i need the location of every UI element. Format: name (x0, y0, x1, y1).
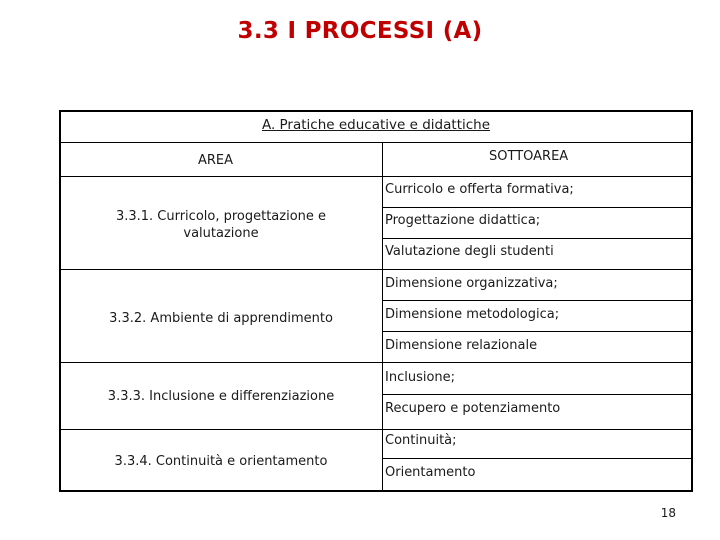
area-cell: 3.3.4. Continuità e orientamento (114, 454, 328, 469)
table-divider (61, 429, 691, 430)
table-divider (61, 362, 691, 363)
subarea-cell: Recupero e potenziamento (385, 401, 561, 416)
table-divider (61, 176, 691, 177)
subarea-cell: Dimensione relazionale (385, 338, 538, 353)
slide-title: 3.3 I PROCESSI (A) (237, 18, 483, 44)
table-divider (383, 207, 691, 208)
subarea-cell: Progettazione didattica; (385, 213, 541, 228)
subarea-cell: Valutazione degli studenti (385, 244, 554, 259)
page-number: 18 (660, 506, 676, 520)
processes-table (59, 110, 693, 492)
table-divider (61, 269, 691, 270)
area-header: AREA (198, 153, 234, 168)
column-divider (382, 142, 383, 490)
table-divider (383, 331, 691, 332)
subarea-cell: Dimensione organizzativa; (385, 276, 558, 291)
subarea-cell: Inclusione; (385, 370, 456, 385)
subarea-cell: Curricolo e offerta formativa; (385, 182, 574, 197)
table-divider (383, 238, 691, 239)
table-divider (61, 142, 691, 143)
area-cell: 3.3.2. Ambiente di apprendimento (109, 311, 333, 326)
subarea-cell: Orientamento (385, 465, 476, 480)
subarea-cell: Continuità; (385, 433, 457, 448)
subarea-cell: Dimensione metodologica; (385, 307, 560, 322)
table-divider (383, 458, 691, 459)
section-title: A. Pratiche educative e didattiche (261, 117, 491, 133)
subarea-header: SOTTOAREA (489, 149, 569, 164)
area-cell: 3.3.3. Inclusione e differenziazione (107, 389, 335, 404)
table-divider (383, 300, 691, 301)
table-divider (383, 394, 691, 395)
area-cell: 3.3.1. Curricolo, progettazione e valutazione (115, 209, 327, 241)
